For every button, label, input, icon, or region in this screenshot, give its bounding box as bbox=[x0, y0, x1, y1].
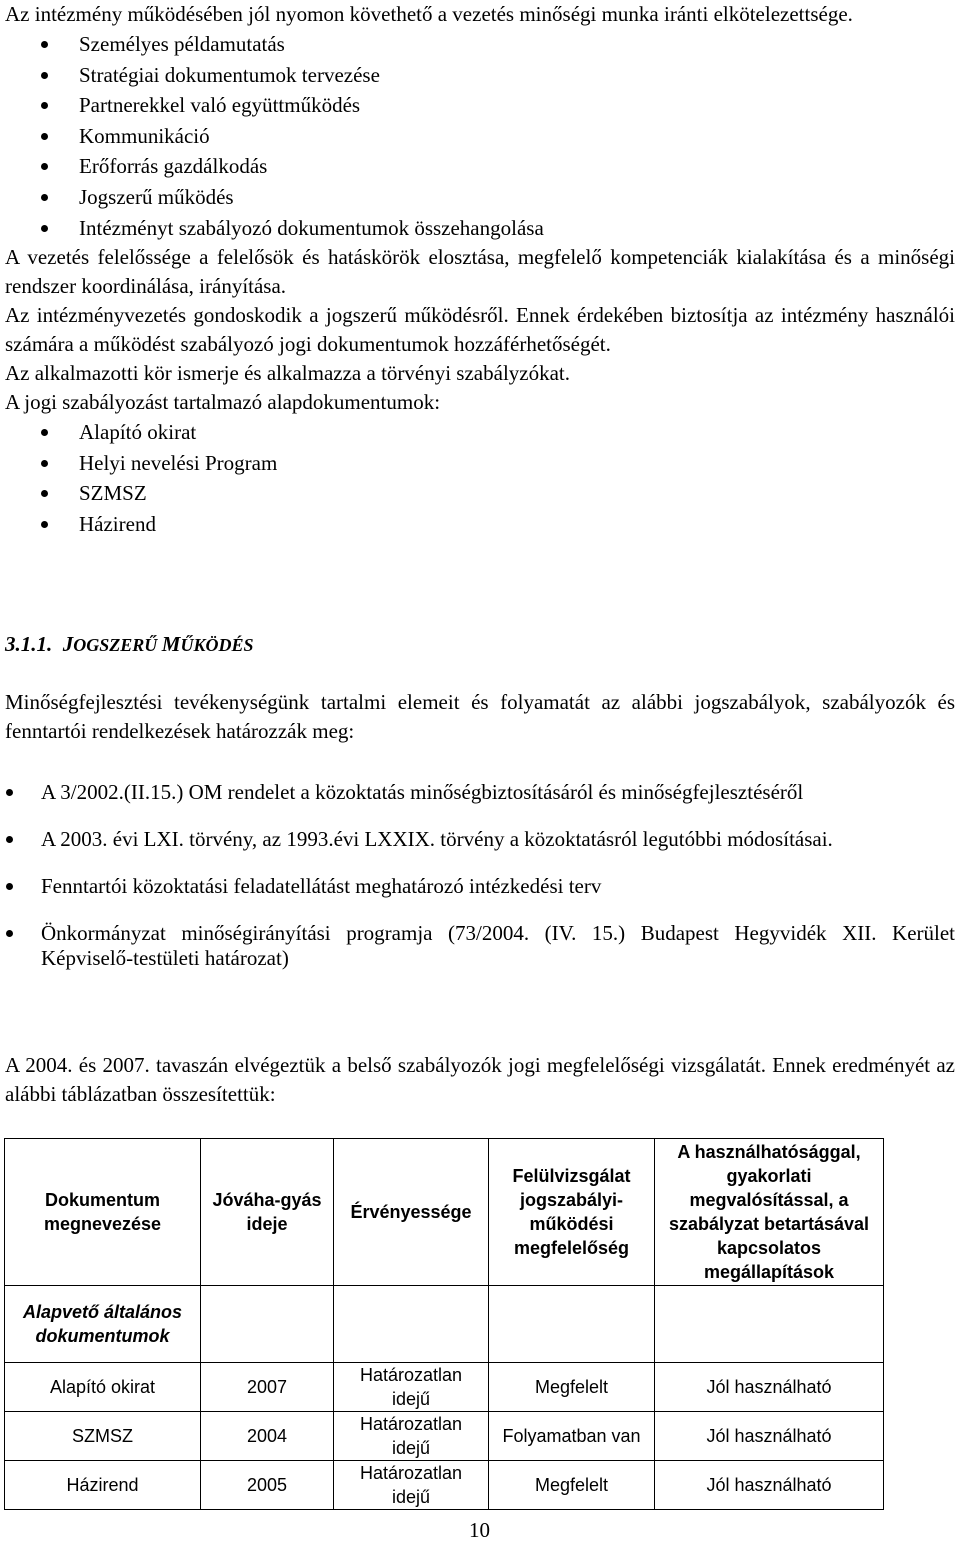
intro-block bbox=[5, 0, 955, 540]
list-item: Stratégiai dokumentumok tervezése bbox=[5, 60, 955, 91]
table-cell: Megfelelt bbox=[489, 1363, 655, 1412]
section-body-2 bbox=[5, 1051, 955, 1109]
leadership-list bbox=[5, 29, 955, 243]
section-title-part: OGSZERŰ bbox=[73, 635, 162, 655]
list-item: Alapító okirat bbox=[5, 417, 955, 448]
section-title-initial: J bbox=[62, 632, 74, 656]
legal-documents-list bbox=[5, 417, 955, 539]
section-title-initial: M bbox=[161, 632, 181, 656]
page-number: 10 bbox=[469, 1518, 490, 1542]
table-header-row bbox=[5, 1139, 884, 1286]
intro-paragraph-3: Az intézményvezetés gondoskodik a jogszerű működésről. Ennek érdekében biztosítja az intézmény használói számára a működést szabályozó jogi dokumentumok hozzáférhetőségét. bbox=[5, 303, 955, 357]
list-item: Kommunikáció bbox=[5, 121, 955, 152]
table-cell: Folyamatban van bbox=[489, 1412, 655, 1461]
table-cell: Házirend bbox=[5, 1461, 201, 1510]
table-header-cell: Felülvizsgálat jogszabályi-működési megfelelőség bbox=[489, 1139, 655, 1286]
list-item: Jogszerű működés bbox=[5, 182, 955, 213]
table-cell: SZMSZ bbox=[5, 1412, 201, 1461]
section-number: 3.1.1. bbox=[5, 632, 53, 656]
list-item: A 2003. évi LXI. törvény, az 1993.évi LXXIX. törvény a közoktatásról legutóbbi módosításai. bbox=[5, 827, 955, 852]
list-item: Partnerekkel való együttműködés bbox=[5, 90, 955, 121]
table-header-cell: A használhatósággal, gyakorlati megvalósítással, a szabályzat betartásával kapcsolatos megállapítások bbox=[655, 1139, 884, 1286]
section-heading bbox=[5, 632, 253, 657]
table-row bbox=[5, 1363, 884, 1412]
table-cell: Jól használható bbox=[655, 1412, 884, 1461]
table-cell: Alapító okirat bbox=[5, 1363, 201, 1412]
table-cell: Határozatlan idejű bbox=[334, 1412, 489, 1461]
table-cell: Jól használható bbox=[655, 1461, 884, 1510]
table-cell: 2005 bbox=[201, 1461, 334, 1510]
list-item: SZMSZ bbox=[5, 478, 955, 509]
table-header-cell: Érvényessége bbox=[334, 1139, 489, 1286]
list-item: Helyi nevelési Program bbox=[5, 448, 955, 479]
intro-paragraph-1: Az intézmény működésében jól nyomon követhető a vezetés minőségi munka iránti elkötelezettsége. bbox=[5, 2, 853, 26]
table-cell: Megfelelt bbox=[489, 1461, 655, 1510]
table-cell: 2004 bbox=[201, 1412, 334, 1461]
section-title-part: ŰKÖDÉS bbox=[180, 635, 254, 655]
list-item: Fenntartói közoktatási feladatellátást meghatározó intézkedési terv bbox=[5, 874, 955, 899]
regulations-list bbox=[5, 780, 955, 971]
table-cell: Határozatlan idejű bbox=[334, 1363, 489, 1412]
table-category-row bbox=[5, 1286, 884, 1363]
table-cell: 2007 bbox=[201, 1363, 334, 1412]
table-cell bbox=[655, 1286, 884, 1363]
section-paragraph-2: A 2004. és 2007. tavaszán elvégeztük a belső szabályozók jogi megfelelőségi vizsgálatát. Ennek eredményét az alábbi táblázatban összesítettük: bbox=[5, 1053, 955, 1106]
list-item: Önkormányzat minőségirányítási programja (73/2004. (IV. 15.) Budapest Hegyvidék XII. Kerület Képviselő-testületi határozat) bbox=[5, 921, 955, 971]
intro-paragraph-2: A vezetés felelőssége a felelősök és hatáskörök elosztása, megfelelő kompetenciák kialakítása és a minőségi rendszer koordinálása, irányítása. bbox=[5, 245, 955, 299]
table-row bbox=[5, 1412, 884, 1461]
list-item: Intézményt szabályozó dokumentumok összehangolása bbox=[5, 213, 955, 244]
section-paragraph-1: Minőségfejlesztési tevékenységünk tartalmi elemeit és folyamatát az alábbi jogszabályok, szabályozók és fenntartói rendelkezések határozzák meg: bbox=[5, 690, 955, 743]
table-cell: Határozatlan idejű bbox=[334, 1461, 489, 1510]
table-header-cell: Jóváha-gyás ideje bbox=[201, 1139, 334, 1286]
table-cell: Jól használható bbox=[655, 1363, 884, 1412]
list-item: Erőforrás gazdálkodás bbox=[5, 151, 955, 182]
category-cell: Alapvető általános dokumentumok bbox=[5, 1286, 201, 1363]
table-row bbox=[5, 1461, 884, 1510]
section-body bbox=[5, 688, 955, 746]
list-item: A 3/2002.(II.15.) OM rendelet a közoktatás minőségbiztosításáról és minőségfejlesztéséről bbox=[5, 780, 955, 805]
table-cell bbox=[489, 1286, 655, 1363]
list-item: Házirend bbox=[5, 509, 955, 540]
list-item: Személyes példamutatás bbox=[5, 29, 955, 60]
table-cell bbox=[334, 1286, 489, 1363]
table-header-cell: Dokumentum megnevezése bbox=[5, 1139, 201, 1286]
table-cell bbox=[201, 1286, 334, 1363]
intro-paragraph-5: A jogi szabályozást tartalmazó alapdokumentumok: bbox=[5, 390, 441, 415]
intro-paragraph-4: Az alkalmazotti kör ismerje és alkalmazza a törvényi szabályzókat. bbox=[5, 361, 571, 386]
review-table bbox=[4, 1138, 884, 1510]
